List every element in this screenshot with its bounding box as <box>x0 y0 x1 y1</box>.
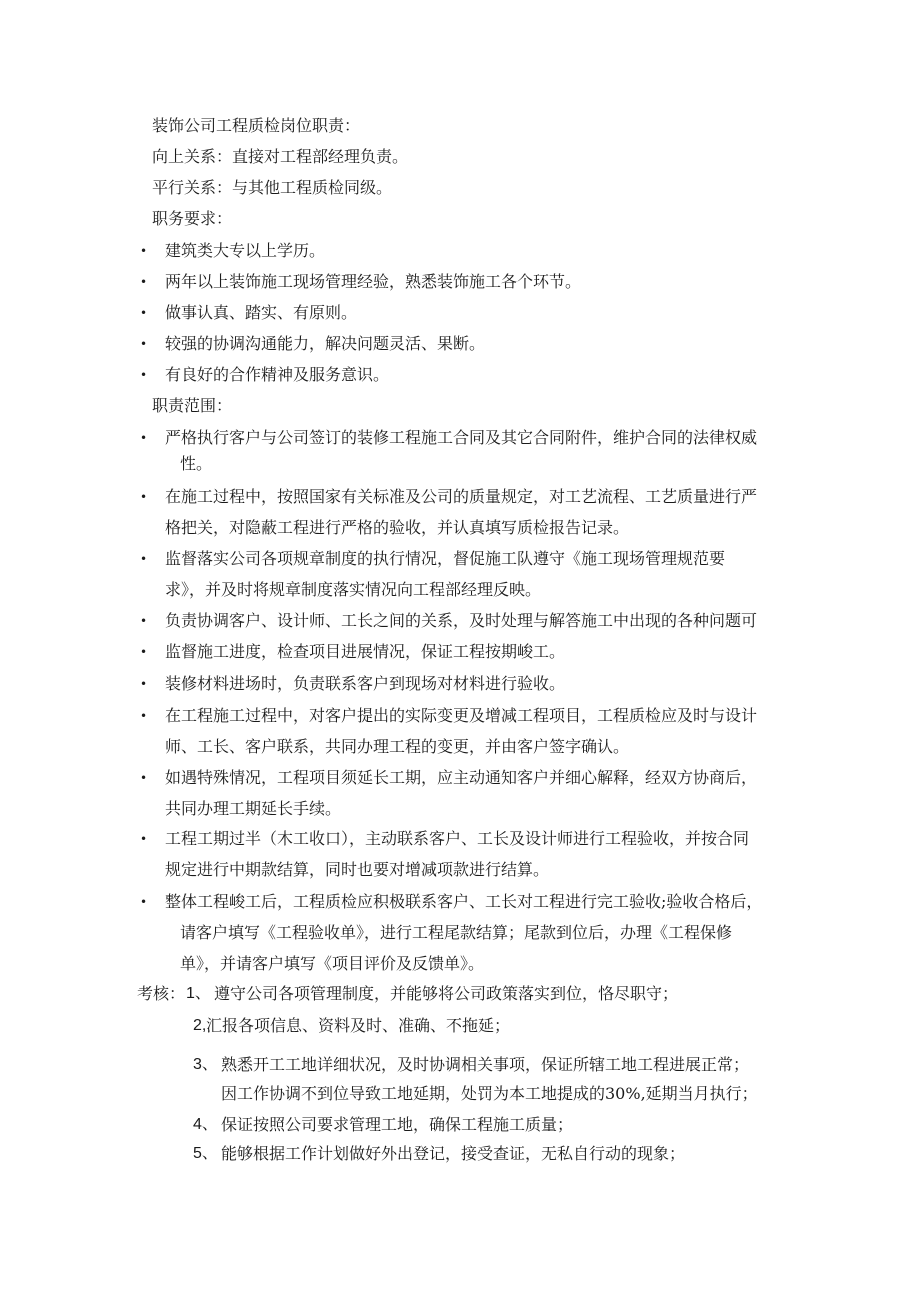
assessment-item: 遵守公司各项管理制度，并能够将公司政策落实到位，恪尽职守； <box>214 984 679 1003</box>
assessment-label: 考核： <box>137 984 186 1003</box>
bullet-icon: • <box>140 306 148 320</box>
list-item: 监督施工进度，检查项目进展情况，保证工程按期峻工。 <box>165 642 566 661</box>
list-item: 在工程施工过程中，对客户提出的实际变更及增减工程项目，工程质检应及时与设计 <box>165 706 758 725</box>
bullet-icon: • <box>140 431 148 445</box>
list-item: 两年以上装饰施工现场管理经验，熟悉装饰施工各个环节。 <box>165 272 582 291</box>
list-item: 负责协调客户、设计师、工长之间的关系，及时处理与解答施工中出现的各种问题可 <box>165 611 758 630</box>
list-item: 建筑类大专以上学历。 <box>165 241 326 260</box>
list-item: 装修材料进场时，负责联系客户到现场对材料进行验收。 <box>165 674 566 693</box>
assessment-number: 2, <box>193 1017 207 1034</box>
list-item: 工程工期过半（木工收口），主动联系客户、工长及设计师进行工程验收，并按合同 <box>165 829 750 848</box>
list-item-continuation: 单》，并请客户填写《项目评价及反馈单》。 <box>180 954 485 973</box>
list-item: 整体工程峻工后，工程质检应积极联系客户、工长对工程进行完工验收;验收合格后， <box>165 892 763 911</box>
list-item: 有良好的合作精神及服务意识。 <box>165 365 390 384</box>
list-item: 如遇特殊情况，工程项目须延长工期，应主动通知客户并细心解释，经双方协商后， <box>165 768 758 787</box>
assessment-number: 1、 <box>186 985 211 1002</box>
list-item-continuation: 求》，并及时将规章制度落实情况向工程部经理反映。 <box>165 580 542 599</box>
bullet-icon: • <box>140 614 148 628</box>
bullet-icon: • <box>140 677 148 691</box>
bullet-icon: • <box>140 337 148 351</box>
assessment-item-continuation: 因工作协调不到位导致工地延期，处罚为本工地提成的30%,延期当月执行； <box>221 1084 758 1103</box>
assessment-number: 4、 <box>193 1116 218 1133</box>
bullet-icon: • <box>140 368 148 382</box>
list-item-continuation: 格把关，对隐蔽工程进行严格的验收，并认真填写质检报告记录。 <box>165 518 630 537</box>
bullet-icon: • <box>140 895 148 909</box>
requirements-title: 职务要求： <box>152 209 233 228</box>
assessment-item: 熟悉开工工地详细状况，及时协调相关事项，保证所辖工地工程进展正常； <box>221 1055 750 1074</box>
assessment-item: 保证按照公司要求管理工地，确保工程施工质量； <box>221 1115 574 1134</box>
assessment-number: 5、 <box>193 1145 218 1162</box>
list-item-continuation: 请客户填写《工程验收单》，进行工程尾款结算；尾款到位后，办理《工程保修 <box>180 923 733 942</box>
assessment-item: 汇报各项信息、资料及时、准确、不拖延； <box>206 1016 511 1035</box>
bullet-icon: • <box>140 490 148 504</box>
bullet-icon: • <box>140 771 148 785</box>
bullet-icon: • <box>140 244 148 258</box>
bullet-icon: • <box>140 645 148 659</box>
list-item-continuation: 师、工长、客户联系，共同办理工程的变更，并由客户签字确认。 <box>165 737 630 756</box>
doc-heading: 装饰公司工程质检岗位职责： <box>152 116 361 135</box>
scope-title: 职责范围： <box>152 396 233 415</box>
list-item: 严格执行客户与公司签订的装修工程施工合同及其它合同附件，维护合同的法律权威 <box>165 428 758 447</box>
parallel-relation: 平行关系：与其他工程质检同级。 <box>152 178 393 197</box>
assessment-item: 能够根据工作计划做好外出登记，接受查证，无私自行动的现象； <box>221 1144 686 1163</box>
assessment-number: 3、 <box>193 1056 218 1073</box>
list-item-continuation: 规定进行中期款结算，同时也要对增减项款进行结算。 <box>165 860 550 879</box>
list-item: 监督落实公司各项规章制度的执行情况，督促施工队遵守《施工现场管理规范要 <box>165 549 726 568</box>
bullet-icon: • <box>140 275 148 289</box>
list-item: 做事认真、踏实、有原则。 <box>165 303 358 322</box>
bullet-icon: • <box>140 832 148 846</box>
list-item-continuation: 共同办理工期延长手续。 <box>165 799 342 818</box>
list-item: 在施工过程中，按照国家有关标准及公司的质量规定，对工艺流程、工艺质量进行严 <box>165 487 758 506</box>
list-item-continuation: 性。 <box>180 454 213 473</box>
bullet-icon: • <box>140 709 148 723</box>
bullet-icon: • <box>140 552 148 566</box>
reporting-relation: 向上关系：直接对工程部经理负责。 <box>152 147 409 166</box>
list-item: 较强的协调沟通能力，解决问题灵活、果断。 <box>165 334 486 353</box>
